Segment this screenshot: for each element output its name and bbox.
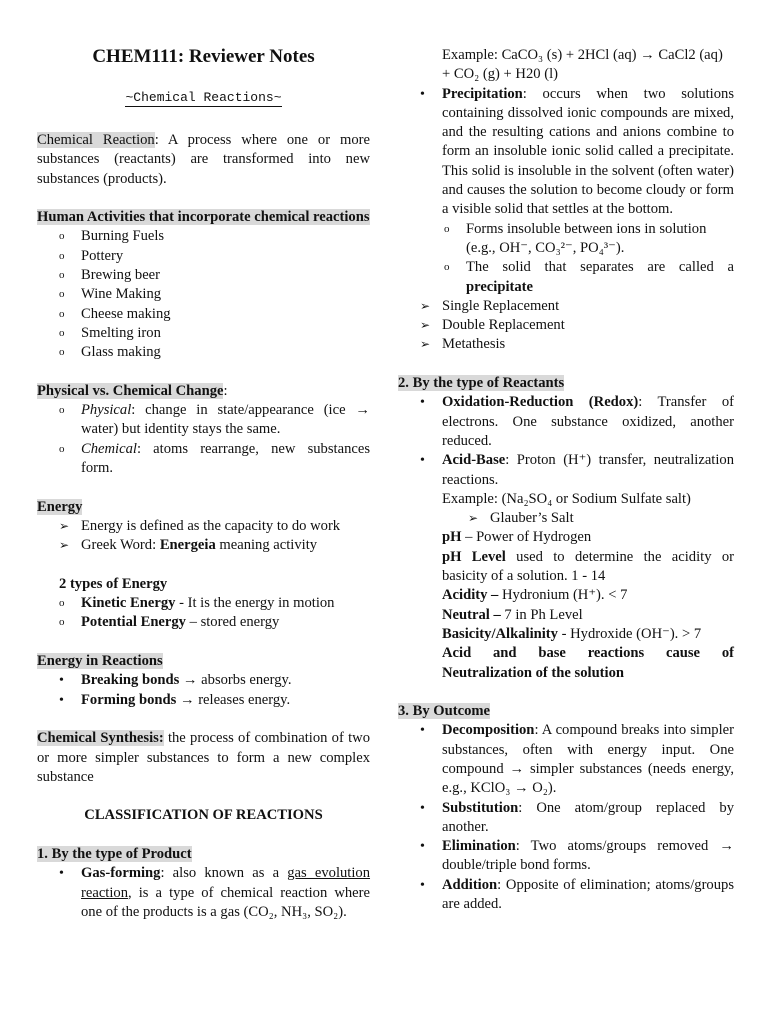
arrow-bullet-icon: ➢ bbox=[59, 538, 70, 553]
circle-bullet-icon: o bbox=[59, 249, 65, 262]
list-item: • Decomposition: A compound breaks into simpler substances, often with energy input. One compound → simpler substances (needs energy, e.g., KClO₃ → O₂). bbox=[420, 722, 734, 797]
list-item: o Cheese making bbox=[37, 305, 370, 324]
list-item: • Gas-forming: also known as a gas evolution reaction, is a type of chemical reaction where one of the products is a gas (CO₂, NH₃, SO₂). bbox=[59, 865, 371, 920]
circle-bullet-icon: o bbox=[59, 442, 65, 455]
circle-bullet-icon: o bbox=[59, 288, 65, 301]
chemical-synthesis-definition: Chemical Synthesis: the process of combination of two or more simpler substances to form a new complex substance bbox=[37, 730, 370, 785]
ph-level-definition: pH Level used to determine the acidity or basicity of a solution. 1 - 14 bbox=[442, 548, 734, 585]
reactants-list bbox=[398, 393, 734, 489]
physical-chemical-list bbox=[37, 401, 370, 478]
circle-bullet-icon: o bbox=[59, 326, 65, 339]
bullet-dot-icon: • bbox=[59, 866, 64, 882]
energy-types-list bbox=[37, 594, 370, 633]
list-item: o Brewing beer bbox=[37, 266, 370, 285]
list-item: o Kinetic Energy - It is the energy in motion bbox=[37, 594, 370, 613]
list-item: • Acid-Base: Proton (H⁺) transfer, neutralization reactions. bbox=[420, 452, 734, 488]
circle-bullet-icon: o bbox=[444, 222, 450, 235]
physical-chemical-heading: Physical vs. Chemical Change: bbox=[37, 382, 228, 399]
neutral-line: Neutral – 7 in Ph Level bbox=[442, 606, 583, 623]
chemical-reaction-definition: Chemical Reaction: A process where one or more substances (reactants) are transformed into new substances (products). bbox=[37, 132, 370, 187]
list-item: • Oxidation-Reduction (Redox): Transfer of electrons. One substance oxidized, another reduced. bbox=[420, 394, 734, 449]
arrow-bullet-icon: ➢ bbox=[420, 298, 431, 313]
classification-heading: CLASSIFICATION OF REACTIONS bbox=[84, 807, 323, 824]
bullet-dot-icon: • bbox=[59, 673, 64, 689]
arrow-bullet-icon: ➢ bbox=[59, 518, 70, 533]
circle-bullet-icon: o bbox=[59, 307, 65, 320]
arrow-bullet-icon: ➢ bbox=[420, 318, 431, 333]
outcome-list bbox=[398, 721, 734, 914]
chemical-reaction-term: Chemical Reaction bbox=[37, 132, 155, 148]
energy-reactions-list bbox=[37, 671, 370, 710]
page-title: CHEM111: Reviewer Notes bbox=[92, 46, 315, 67]
circle-bullet-icon: o bbox=[59, 269, 65, 282]
list-item: o Glass making bbox=[37, 343, 370, 362]
energy-reactions-heading: Energy in Reactions bbox=[37, 653, 163, 670]
bullet-dot-icon: • bbox=[420, 877, 425, 893]
bullet-dot-icon: • bbox=[59, 692, 64, 708]
list-item: • Forming bonds → releases energy. bbox=[37, 691, 370, 710]
gas-forming-example: Example: CaCO₃ (s) + 2HCl (aq) → CaCl2 (aq) + CO₂ (g) + H20 (l) bbox=[442, 47, 723, 83]
list-item: o Smelting iron bbox=[37, 324, 370, 343]
list-item: o Chemical: atoms rearrange, new substances form. bbox=[59, 440, 370, 477]
circle-bullet-icon: o bbox=[59, 616, 65, 629]
energy-list bbox=[37, 517, 370, 556]
bullet-dot-icon: • bbox=[420, 86, 425, 102]
arrow-bullet-icon: ➢ bbox=[468, 511, 479, 526]
list-item: • Substitution: One atom/group replaced by another. bbox=[420, 799, 734, 835]
list-item: • Elimination: Two atoms/groups removed → double/triple bond forms. bbox=[420, 838, 734, 874]
right-column bbox=[398, 0, 734, 914]
reactants-heading: 2. By the type of Reactants bbox=[398, 375, 565, 392]
bullet-dot-icon: • bbox=[420, 395, 425, 411]
list-item: o Pottery bbox=[37, 247, 370, 266]
list-item: o Burning Fuels bbox=[37, 227, 370, 246]
page-subtitle: ~Chemical Reactions~ bbox=[125, 90, 282, 105]
circle-bullet-icon: o bbox=[59, 230, 65, 243]
list-item: ➢ Greek Word: Energeia meaning activity bbox=[37, 536, 370, 555]
precipitation-list bbox=[398, 85, 734, 355]
list-item: ➢ Single Replacement bbox=[398, 297, 734, 316]
bullet-dot-icon: • bbox=[420, 839, 425, 855]
product-heading: 1. By the type of Product bbox=[37, 845, 192, 862]
list-item: ➢ Metathesis bbox=[398, 335, 734, 354]
list-item: • Breaking bonds → absorbs energy. bbox=[37, 671, 370, 690]
list-item: ➢ Double Replacement bbox=[398, 316, 734, 335]
list-item: ➢ Glauber’s Salt bbox=[398, 509, 734, 528]
bullet-dot-icon: • bbox=[420, 453, 425, 469]
left-column bbox=[37, 0, 370, 922]
circle-bullet-icon: o bbox=[59, 597, 65, 610]
bullet-dot-icon: • bbox=[420, 723, 425, 739]
list-item: o Wine Making bbox=[37, 285, 370, 304]
human-activities-list bbox=[37, 227, 370, 362]
list-item: o The solid that separates are called a precipitate bbox=[444, 259, 734, 295]
circle-bullet-icon: o bbox=[59, 404, 65, 417]
list-item: ➢ Energy is defined as the capacity to do work bbox=[37, 517, 370, 536]
arrow-bullet-icon: ➢ bbox=[420, 337, 431, 352]
product-list bbox=[37, 864, 370, 922]
neutralization-line: Acid and base reactions cause of Neutralization of the solution bbox=[442, 645, 734, 681]
bullet-dot-icon: • bbox=[420, 800, 425, 816]
list-item: • Addition: Opposite of elimination; atoms/groups are added. bbox=[420, 876, 734, 913]
list-item: o Forms insoluble between ions in solution (e.g., OH⁻, CO₃²⁻, PO₄³⁻). bbox=[444, 220, 707, 256]
outcome-heading: 3. By Outcome bbox=[398, 703, 491, 720]
human-activities-heading: Human Activities that incorporate chemical reactions bbox=[37, 209, 370, 226]
list-item: o Physical: change in state/appearance (ice → water) but identity stays the same. bbox=[59, 402, 370, 438]
glauber-list bbox=[398, 509, 734, 528]
circle-bullet-icon: o bbox=[444, 261, 450, 274]
ph-definition: pH – Power of Hydrogen bbox=[442, 529, 592, 546]
list-item: o Potential Energy – stored energy bbox=[37, 613, 370, 632]
circle-bullet-icon: o bbox=[59, 346, 65, 359]
acid-base-example: Example: (Na₂SO₄ or Sodium Sulfate salt) bbox=[442, 490, 691, 507]
list-item: • Precipitation: occurs when two solutions containing dissolved ionic compounds are mixed, and the resulting cations and anions combine to form an insoluble ionic solid called a precipitate. This solid is insoluble in the solvent (often water) and causes the solution to become cloudy or form a visible solid that settles at the bottom. bbox=[420, 85, 734, 218]
energy-types-heading: 2 types of Energy bbox=[59, 575, 168, 592]
acidity-line: Acidity – Hydronium (H⁺). < 7 bbox=[442, 587, 628, 604]
energy-heading: Energy bbox=[37, 498, 83, 515]
basicity-line: Basicity/Alkalinity - Hydroxide (OH⁻). > 7 bbox=[442, 625, 702, 642]
